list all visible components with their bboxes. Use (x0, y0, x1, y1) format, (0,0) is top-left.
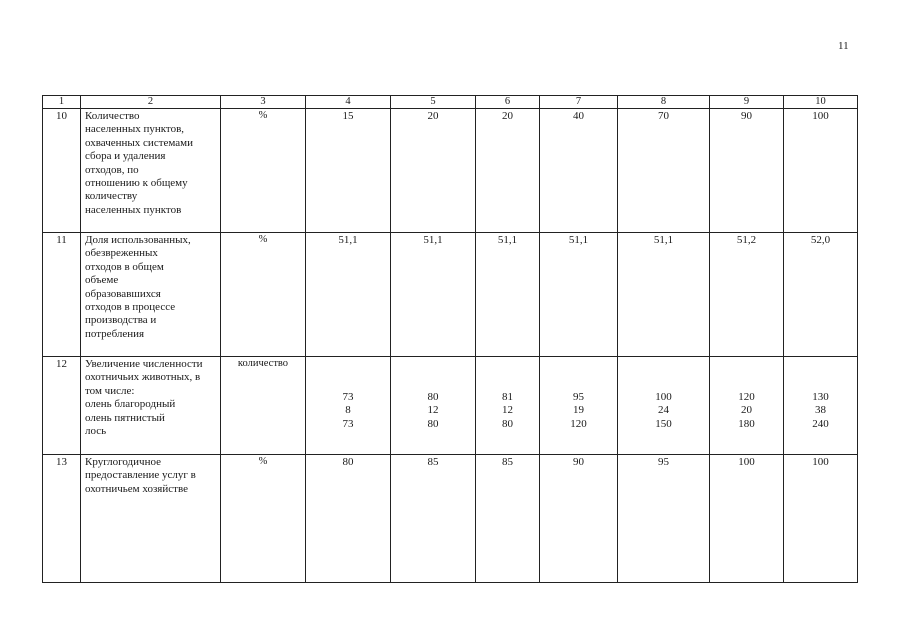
row-number: 13 (43, 455, 81, 583)
name-line: населенных пунктов (85, 203, 182, 216)
sub-value: 130 (812, 391, 829, 403)
name-line: производства и (85, 314, 157, 327)
indicator-name (81, 455, 221, 583)
header-cell: 3 (221, 96, 306, 109)
name-line: населенных пунктов, (85, 123, 185, 136)
sub-value: 80 (427, 391, 439, 403)
name-line: отношению к общему (85, 177, 188, 190)
sub-value: 95 (573, 391, 584, 403)
value-cell: 20 (476, 109, 540, 233)
name-line: отходов, по (85, 163, 139, 176)
value-cell: 100 (710, 455, 784, 583)
value-cell: 90 (710, 109, 784, 233)
header-cell: 6 (476, 96, 540, 109)
value-cell: 100 (784, 455, 858, 583)
value-cell: 51,1 (540, 233, 618, 357)
sub-value: 19 (573, 404, 584, 417)
value-cell: 85 (391, 455, 476, 583)
name-line: Круглогодичное (85, 456, 161, 468)
table-row (43, 455, 858, 583)
name-line: Доля использованных, (85, 234, 191, 246)
value-cell (476, 357, 540, 455)
sub-value: 12 (427, 404, 439, 417)
name-line: охваченных системами (85, 136, 194, 149)
indicators-table (42, 95, 858, 583)
value-cell: 70 (618, 109, 710, 233)
name-line: Увеличение численности (85, 358, 203, 370)
indicator-name (81, 357, 221, 455)
value-cell: 51,1 (306, 233, 391, 357)
name-line: олень пятнистый (85, 411, 165, 424)
page-number: 11 (838, 40, 849, 52)
sub-value: 12 (502, 404, 513, 417)
name-line: объеме (85, 274, 119, 287)
table-row (43, 233, 858, 357)
value-cell: 51,2 (710, 233, 784, 357)
unit-cell: % (221, 455, 306, 583)
sub-value: 120 (570, 417, 587, 430)
sub-value: 8 (345, 404, 351, 417)
sub-value: 73 (342, 391, 354, 403)
table-header-row (43, 96, 858, 109)
header-cell: 10 (784, 96, 858, 109)
name-line: охотничьих животных, в (85, 371, 201, 384)
sub-value: 120 (738, 391, 755, 403)
value-cell: 100 (784, 109, 858, 233)
name-line: предоставление услуг в (85, 469, 196, 482)
name-line: отходов в процессе (85, 301, 176, 314)
row-number: 12 (43, 357, 81, 455)
value-cell: 20 (391, 109, 476, 233)
header-cell: 9 (710, 96, 784, 109)
sub-value: 20 (741, 404, 752, 417)
name-line: Количество (85, 110, 140, 122)
value-cell: 90 (540, 455, 618, 583)
unit-cell: % (221, 233, 306, 357)
sub-value: 24 (658, 404, 669, 417)
sub-value: 80 (502, 417, 513, 430)
header-cell: 4 (306, 96, 391, 109)
value-cell: 15 (306, 109, 391, 233)
indicator-name (81, 109, 221, 233)
value-cell (710, 357, 784, 455)
header-cell: 1 (43, 96, 81, 109)
header-cell: 2 (81, 96, 221, 109)
header-cell: 5 (391, 96, 476, 109)
unit-cell: % (221, 109, 306, 233)
row-number: 10 (43, 109, 81, 233)
value-cell: 85 (476, 455, 540, 583)
table-row (43, 109, 858, 233)
name-line: количеству (85, 190, 138, 203)
sub-value: 38 (815, 404, 826, 417)
value-cell (618, 357, 710, 455)
sub-value: 73 (342, 417, 354, 430)
name-line: лось (85, 425, 107, 438)
name-line: отходов в общем (85, 260, 164, 273)
name-line: обезвреженных (85, 247, 158, 260)
value-cell (784, 357, 858, 455)
value-cell: 80 (306, 455, 391, 583)
row-number: 11 (43, 233, 81, 357)
sub-value: 80 (427, 417, 439, 430)
value-cell: 95 (618, 455, 710, 583)
value-cell: 52,0 (784, 233, 858, 357)
value-cell (540, 357, 618, 455)
value-cell: 51,1 (618, 233, 710, 357)
value-cell (391, 357, 476, 455)
table-row (43, 357, 858, 455)
header-cell: 8 (618, 96, 710, 109)
unit-cell: количество (221, 357, 306, 455)
sub-value: 81 (502, 391, 513, 403)
sub-value: 240 (812, 417, 829, 430)
value-cell: 51,1 (476, 233, 540, 357)
sub-value: 150 (655, 417, 672, 430)
value-cell: 40 (540, 109, 618, 233)
sub-value: 100 (655, 391, 672, 403)
name-line: сбора и удаления (85, 150, 166, 163)
indicator-name (81, 233, 221, 357)
value-cell: 51,1 (391, 233, 476, 357)
name-line: охотничьем хозяйстве (85, 482, 188, 495)
name-line: образовавшихся (85, 287, 161, 300)
name-line: олень благородный (85, 398, 176, 411)
name-line: потребления (85, 327, 145, 340)
value-cell (306, 357, 391, 455)
name-line: том числе: (85, 384, 135, 397)
sub-value: 180 (738, 417, 755, 430)
header-cell: 7 (540, 96, 618, 109)
